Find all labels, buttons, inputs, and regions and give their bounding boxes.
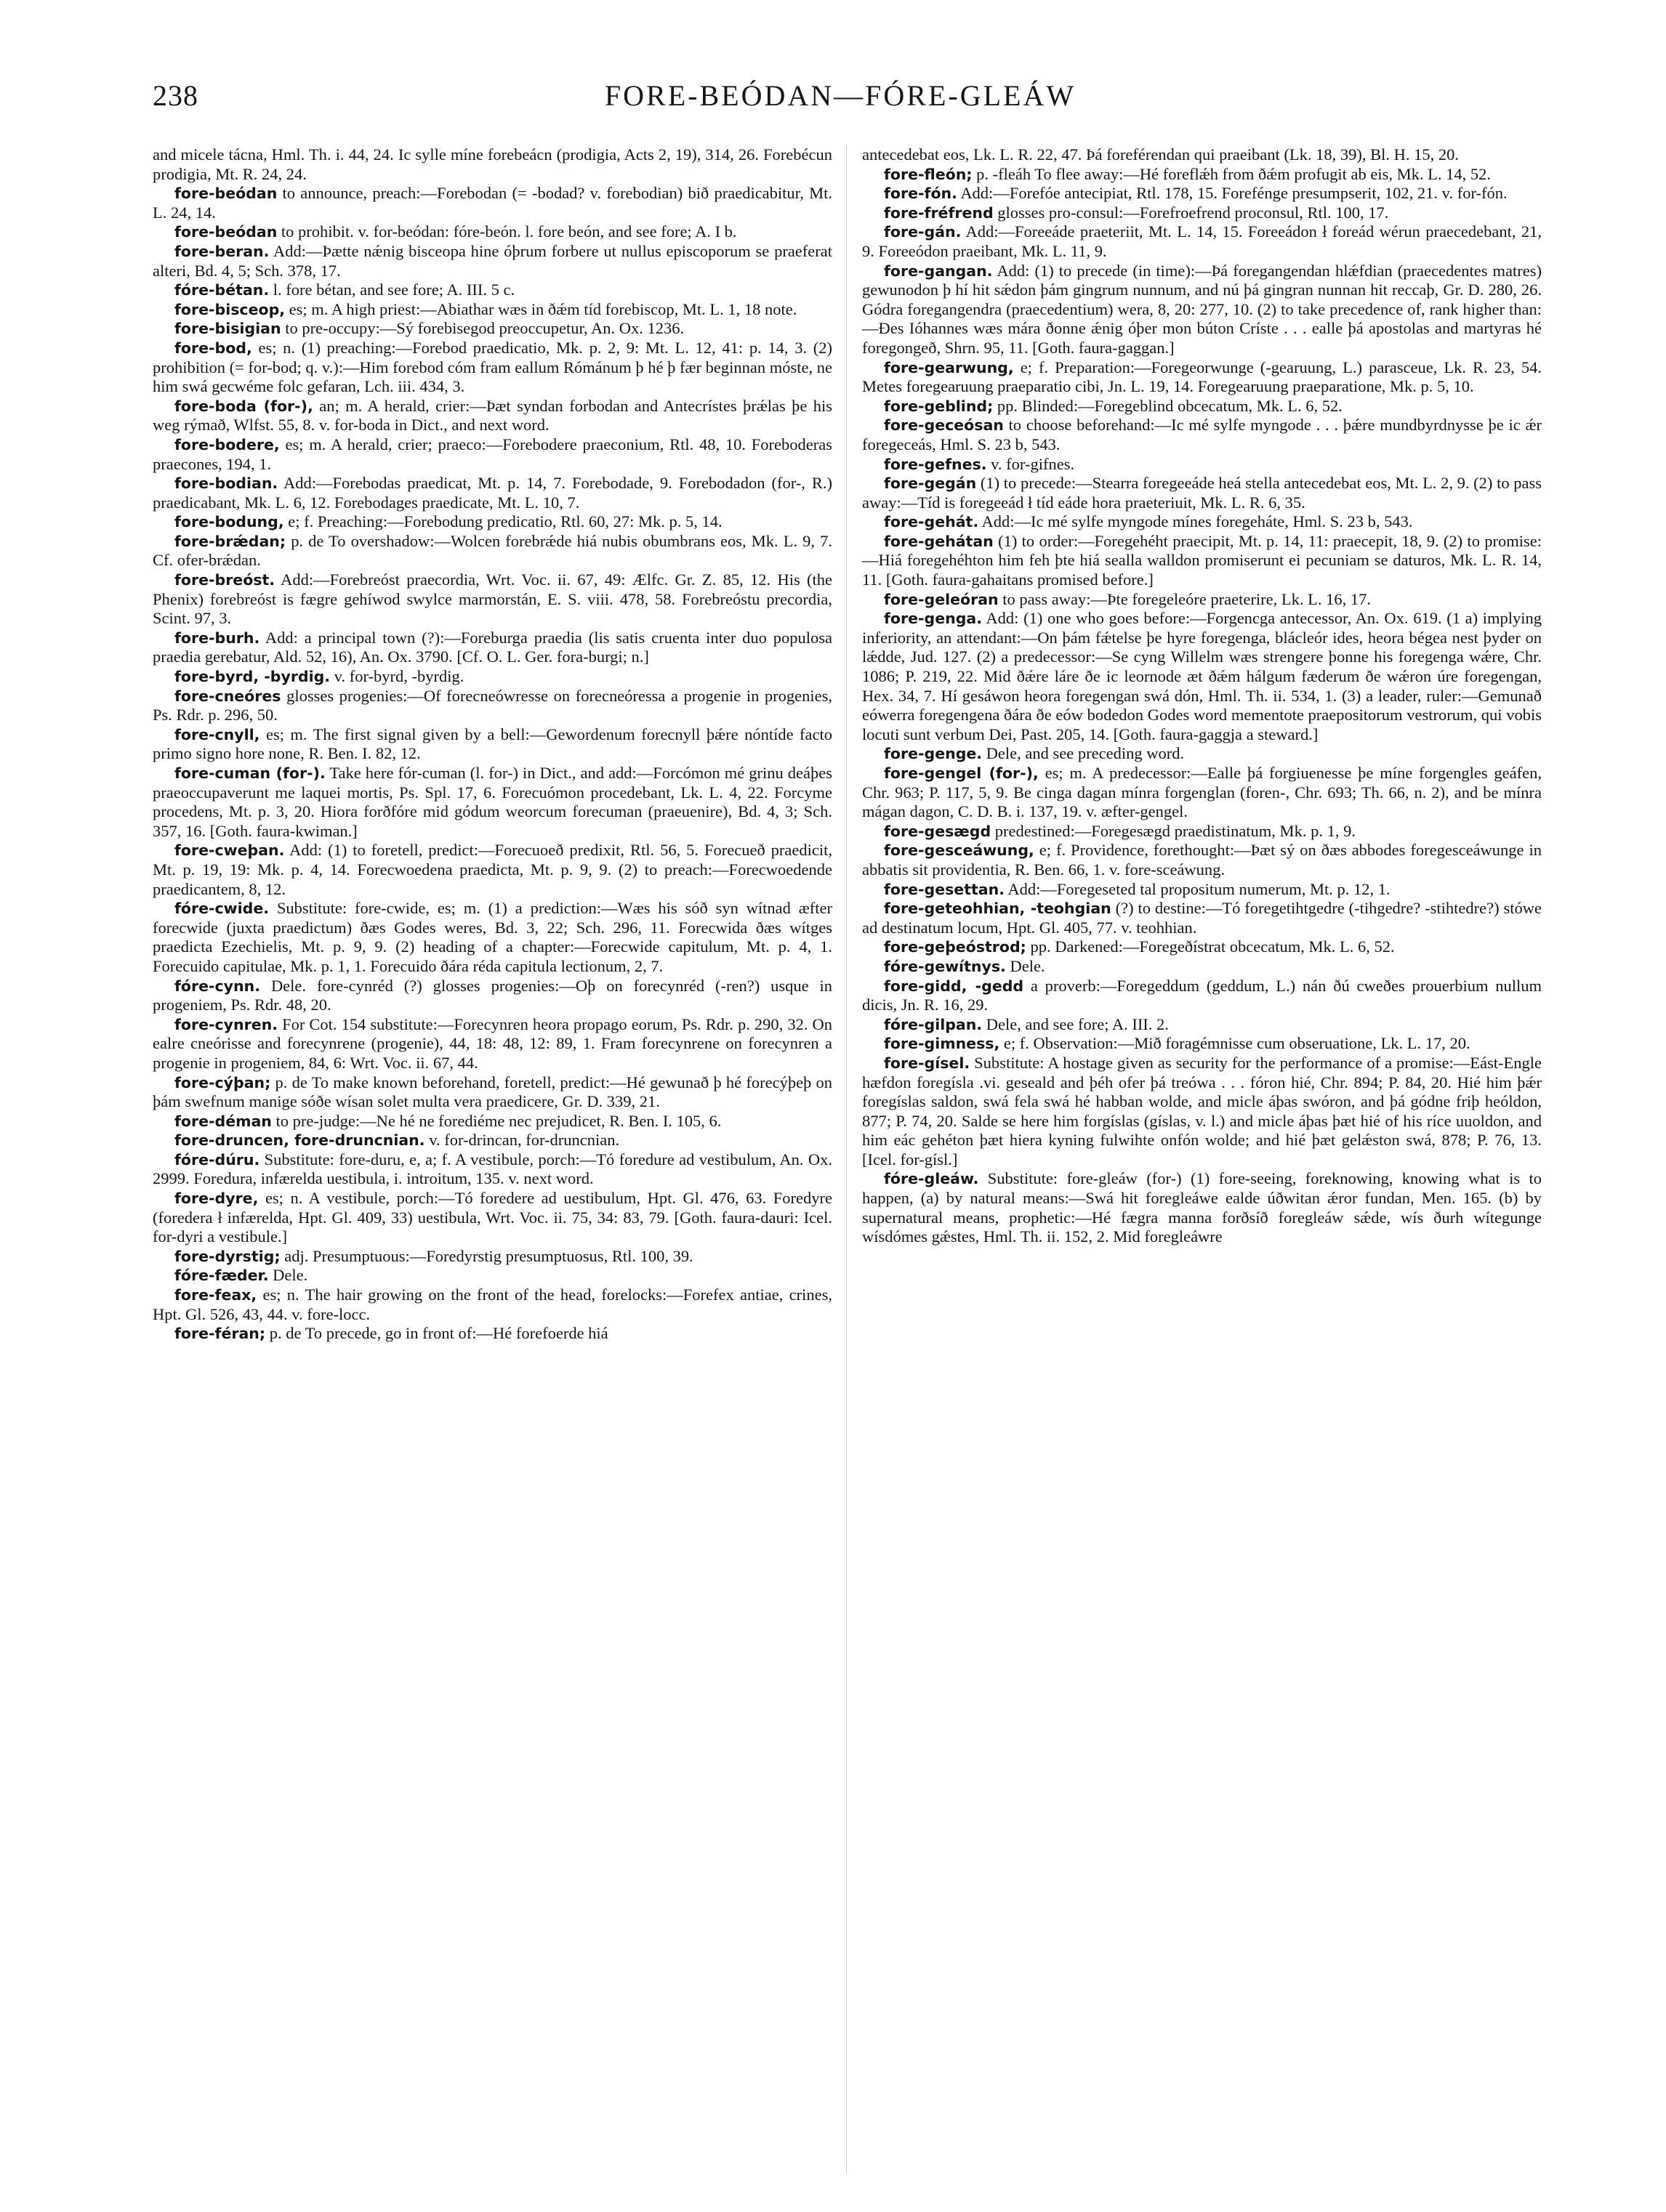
dictionary-entry bbox=[153, 435, 832, 474]
entry-text: p. -fleáh To flee away:—Hé foreflǽh from ðǽm profugit ab eis, Mk. L. 14, 52. bbox=[976, 164, 1491, 183]
left-column bbox=[153, 145, 832, 2180]
entry-headword: fore-gengel (for-), bbox=[884, 764, 1039, 782]
dictionary-entry bbox=[153, 280, 832, 300]
dictionary-entry bbox=[862, 957, 1542, 977]
dictionary-entry bbox=[153, 339, 832, 397]
dictionary-entry bbox=[153, 1150, 832, 1189]
dictionary-entry bbox=[862, 1054, 1542, 1170]
dictionary-entry bbox=[153, 977, 832, 1015]
dictionary-entry bbox=[862, 145, 1542, 165]
entry-text: Dele. bbox=[273, 1266, 308, 1285]
dictionary-entry bbox=[153, 1285, 832, 1324]
entry-text: Add: (1) one who goes before:—Forgencga antecessor, An. Ox. 619. (1 a) implying inferiority, an attendant:—On þám fǽtelse þe hyre foregenga, blácleór ides, heora bégea nest þyder on lǽdde, Jud. 127. (2) a predecessor:—Se cyng Willelm wæs strengere þonne his foregenga wǽre, Chr. 1086; P. 219, 22. Mid ðǽre láre ðe ic leornode æt ðǽm hálgum fæderum ðe wǽron úre foregengan, Hex. 34, 7. Hí gesáwon heora foregengan swá dón, Hml. Th. ii. 534, 1. (3) a leader, ruler:—Gemunað eówerra foregengena ðára ðe eów bodedon Godes word mementote praepositorum vestrorum, qui vobis locuti sunt verbum Dei, Past. 205, 14. [Goth. faura-gaggja a steward.] bbox=[862, 609, 1542, 743]
dictionary-entry bbox=[862, 455, 1542, 475]
dictionary-entry bbox=[153, 667, 832, 687]
entry-headword: fore-beran. bbox=[174, 242, 270, 260]
entry-headword: fore-gehátan bbox=[884, 532, 994, 550]
entry-headword: fore-déman bbox=[174, 1112, 272, 1130]
entry-text: es; m. A high priest:—Abiathar wæs in ðǽm tíd forebiscop, Mt. L. 1, 18 note. bbox=[289, 299, 797, 318]
dictionary-entry bbox=[862, 512, 1542, 532]
entry-headword: fore-gefnes. bbox=[884, 455, 987, 473]
entry-headword: fore-geþeóstrod; bbox=[884, 938, 1026, 956]
dictionary-entry bbox=[862, 822, 1542, 841]
column-divider bbox=[846, 145, 847, 2173]
dictionary-entry bbox=[153, 319, 832, 339]
entry-headword: fore-fleón; bbox=[884, 165, 973, 183]
dictionary-entry bbox=[862, 880, 1542, 900]
entry-headword: fore-geleóran bbox=[884, 590, 999, 608]
entry-headword: fore-geblind; bbox=[884, 397, 994, 415]
entry-headword: fóre-dúru. bbox=[174, 1150, 260, 1168]
dictionary-entry bbox=[153, 222, 832, 242]
entry-text: v. for-byrd, -byrdig. bbox=[334, 667, 464, 686]
dictionary-entry bbox=[153, 1015, 832, 1073]
entry-text: and micele tácna, Hml. Th. i. 44, 24. Ic sylle míne forebeácn (prodigia, Acts 2, 19), 314, 26. Forebécun prodigia, Mt. R. 24, 24. bbox=[153, 145, 832, 183]
entry-headword: fore-cneóres bbox=[174, 687, 281, 705]
dictionary-entry bbox=[153, 570, 832, 629]
entry-text: to announce, preach:—Forebodan (= -bodad? v. forebodian) bið praedicabitur, Mt. L. 24, 14. bbox=[153, 184, 832, 222]
dictionary-entry bbox=[153, 1324, 832, 1344]
dictionary-entry bbox=[862, 416, 1542, 454]
entry-text: an; m. A herald, crier:—Þæt syndan forbodan and Antecrístes þrǽlas þe his weg rýmað, Wlfst. 55, 8. v. for-boda in Dict., and next word. bbox=[153, 396, 832, 435]
dictionary-entry bbox=[153, 629, 832, 667]
entry-headword: fore-boda (for-), bbox=[174, 397, 313, 415]
entry-headword: fore-gidd, -gedd bbox=[884, 977, 1024, 995]
dictionary-entry bbox=[862, 222, 1542, 261]
entry-text: v. for-drincan, for-druncnian. bbox=[429, 1131, 620, 1150]
dictionary-entry bbox=[153, 184, 832, 222]
entry-headword: fore-druncen, fore-druncnian. bbox=[174, 1131, 425, 1150]
entry-headword: fore-cnyll, bbox=[174, 725, 260, 743]
entry-headword: fore-brǽdan; bbox=[174, 532, 286, 550]
entry-headword: fore-genge. bbox=[884, 745, 983, 763]
dictionary-entry bbox=[862, 841, 1542, 879]
entry-headword: fóre-gilpan. bbox=[884, 1015, 983, 1033]
dictionary-entry bbox=[153, 532, 832, 570]
dictionary-entry bbox=[862, 937, 1542, 957]
dictionary-entry bbox=[862, 474, 1542, 512]
dictionary-entry bbox=[153, 841, 832, 899]
entry-headword: fore-gangan. bbox=[884, 262, 993, 280]
entry-headword: fore-cweþan. bbox=[174, 841, 285, 860]
entry-text: p. de To overshadow:—Wolcen forebrǽde hiá nubis obumbrans eos, Mk. L. 9, 7. Cf. ofer-brǽdan. bbox=[153, 531, 832, 570]
entry-text: glosses pro-consul:—Forefroefrend proconsul, Rtl. 100, 17. bbox=[997, 203, 1389, 222]
entry-text: to pre-occupy:—Sý forebisegod preoccupetur, An. Ox. 1236. bbox=[285, 319, 685, 338]
entry-text: Add:—Forebreóst praecordia, Wrt. Voc. ii. 67, 49: Ælfc. Gr. Z. 85, 12. His (the Phenix) forebreóst is fægre gehíwod swylce marmorstán, E. S. viii. 478, 58. Forebreóstu precordia, Scint. 97, 3. bbox=[153, 570, 832, 628]
entry-text: Add:—Forebodas praedicat, Mt. p. 14, 7. Forebodade, 9. Forebodadon (for-, R.) praedicabant, Mk. L. 6, 12. Forebodages praedicate, Mt. L. 10, 7. bbox=[153, 474, 832, 512]
entry-headword: fore-bodian. bbox=[174, 475, 278, 493]
dictionary-entry bbox=[862, 977, 1542, 1015]
entry-text: v. for-gifnes. bbox=[991, 454, 1075, 473]
dictionary-entry bbox=[862, 203, 1542, 223]
entry-text: es; m. A predecessor:—Ealle þá forgiuenesse þe míne forgengles geáfen, Chr. 963; P. 117, 5, 9. Be cinga dagan mínra forgenglan (foren-, Chr. 693; Th. 66, n. 2), and be mínra mágan dagon, C. D. B. i. 137, 19. v. æfter-gengel. bbox=[862, 764, 1542, 821]
entry-headword: fore-féran; bbox=[174, 1325, 266, 1343]
entry-headword: fóre-cwide. bbox=[174, 900, 270, 918]
dictionary-entry bbox=[862, 184, 1542, 203]
entry-headword: fore-dyrstig; bbox=[174, 1247, 281, 1265]
entry-text: es; n. The hair growing on the front of the head, forelocks:—Forefex antiae, crines, Hpt. Gl. 526, 43, 44. v. fore-locc. bbox=[153, 1285, 832, 1323]
entry-text: antecedebat eos, Lk. L. R. 22, 47. Þá foreférendan qui praeibant (Lk. 18, 39), Bl. H. 15, 20. bbox=[862, 145, 1460, 164]
entry-text: e; f. Preparation:—Foregeorwunge (-gearuung, L.) parasceue, Lk. R. 23, 54. Metes foregearuung praeparatio cibi, Jn. L. 19, 14. Foregearuung praeparatione, Mk. p. 5, 10. bbox=[862, 358, 1542, 396]
dictionary-entry bbox=[153, 899, 832, 976]
entry-text: adj. Presumptuous:—Foredyrstig presumptuosus, Rtl. 100, 39. bbox=[284, 1246, 693, 1265]
entry-text: Add:—Foreeáde praeteriit, Mt. L. 14, 15. Foreeádon ł foreád wérun praecedebant, 21, 9. Foreeódon praeibant, Mk. L. 11, 9. bbox=[862, 222, 1542, 260]
entry-text: l. fore bétan, and see fore; A. III. 5 c. bbox=[273, 280, 515, 299]
entry-text: pp. Darkened:—Foregeðístrat obcecatum, Mk. L. 6, 52. bbox=[1030, 937, 1395, 956]
dictionary-entry bbox=[153, 145, 832, 184]
entry-text: Substitute: fore-cwide, es; m. (1) a prediction:—Wæs his sóð syn wítnad æfter forecwide (juxta praedictum) ðæs Godes weres, Bd. 3, 22; Sch. 296, 11. Forecwida ðæs wítges praedicta Ezechielis, Mt. p. 9, 9. (2) heading of a chapter:—Forecwide capitulum, Mt. p. 4, 1. Forecuido capitulae, Mk. p. 1, 1. Forecuido ðára réda capitula lectionum, 2, 7. bbox=[153, 899, 832, 975]
dictionary-entry bbox=[862, 532, 1542, 590]
running-title: FORE-BEÓDAN—FÓRE-GLEÁW bbox=[604, 79, 1077, 112]
entry-headword: fore-fón. bbox=[884, 185, 957, 203]
dictionary-entry bbox=[153, 1266, 832, 1285]
entry-text: es; n. (1) preaching:—Forebod praedicatio, Mk. p. 2, 9: Mt. L. 12, 41: p. 14, 3. (2) prohibition (= for-bod; q. v.):—Him forebod cóm fram eallum Rómánum þ hé þ fær beginnan móste, ne him swá gecwéme folc gefaran, Lch. iii. 434, 3. bbox=[153, 338, 832, 396]
entry-headword: fóre-gewítnys. bbox=[884, 957, 1006, 975]
dictionary-entry bbox=[153, 397, 832, 435]
dictionary-entry bbox=[862, 1015, 1542, 1035]
entry-text: (?) to destine:—Tó foregetihtgedre (-tihgedre? -stihtedre?) stówe ad destinatum locum, Hpt. Gl. 405, 77. v. teohhian. bbox=[862, 899, 1542, 937]
dictionary-entry bbox=[153, 512, 832, 532]
page-number: 238 bbox=[153, 79, 198, 112]
entry-text: Add:—Foregeseted tal propositum numerum, Mt. p. 12, 1. bbox=[1007, 879, 1391, 898]
entry-text: Substitute: A hostage given as security for the performance of a promise:—Eást-Engle hæfdon foregísla .vi. geseald and þéh ofer þá treówa . . . fóron hié, Chr. 894; P. 84, 20. Hié him þǽr foregíslas saldon, swá fela swá hé habban wolde, and micle áþas swóron, and þá gódne friþ heóldon, 877; P. 74, 20. Salde se here him forgíslas (gíslas, v. l.) and micle áþas þæt hié of his ríce uuoldon, and him eác gehéton þæt hiera kyning fulwihte onfón wolde; and hié þæt gelǽston swá, 878; P. 76, 13. [Icel. for-gísl.] bbox=[862, 1053, 1542, 1168]
entry-headword: fore-bod, bbox=[174, 339, 252, 357]
entry-headword: fore-byrd, -byrdig. bbox=[174, 668, 331, 686]
entry-headword: fore-gesægd bbox=[884, 822, 991, 840]
entry-headword: fore-beódan bbox=[174, 185, 278, 203]
entry-text: to prohibit. v. for-beódan: fóre-beón. l. fore beón, and see fore; A. I b. bbox=[281, 222, 737, 241]
dictionary-entry bbox=[862, 1169, 1542, 1246]
entry-headword: fore-beódan bbox=[174, 223, 278, 241]
dictionary-entry bbox=[153, 1112, 832, 1131]
entry-text: e; f. Providence, forethought:—Þæt sý on ðæs abbodes foregesceáwunge in abbatis sit providentia, R. Ben. 66, 1. v. fore-sceáwung. bbox=[862, 841, 1542, 879]
dictionary-entry bbox=[153, 1131, 832, 1150]
dictionary-entry bbox=[153, 300, 832, 320]
dictionary-entry bbox=[862, 1034, 1542, 1054]
entry-headword: fore-gimness, bbox=[884, 1035, 1000, 1053]
entry-headword: fóre-fæder. bbox=[174, 1267, 269, 1285]
entry-headword: fore-dyre, bbox=[174, 1190, 259, 1208]
entry-headword: fore-breóst. bbox=[174, 571, 275, 589]
entry-headword: fore-burh. bbox=[174, 629, 260, 647]
right-column bbox=[862, 145, 1542, 2180]
entry-text: glosses progenies:—Of forecneówresse on forecneóressa a progenie in progenies, Ps. Rdr. p. 296, 50. bbox=[153, 686, 832, 724]
entry-text: pp. Blinded:—Foregeblind obcecatum, Mk. L. 6, 52. bbox=[997, 396, 1343, 415]
entry-headword: fore-cuman (for-). bbox=[174, 764, 326, 782]
dictionary-entry bbox=[862, 590, 1542, 610]
entry-headword: fore-gesettan. bbox=[884, 880, 1005, 898]
entry-headword: fóre-gleáw. bbox=[884, 1170, 979, 1188]
entry-headword: fore-feax, bbox=[174, 1286, 257, 1304]
entry-headword: fore-bodere, bbox=[174, 435, 280, 453]
entry-text: (1) to precede:—Stearra foregeeáde heá stella antecedebat eos, Mt. L. 2, 9. (2) to pass away:—Tíd is foregeeád ł tíd eáde hora praeteriuit, Mk. L. R. 6, 35. bbox=[862, 474, 1542, 512]
entry-text: p. de To precede, go in front of:—Hé forefoerde hiá bbox=[269, 1324, 608, 1343]
dictionary-entry bbox=[862, 358, 1542, 397]
entry-text: Substitute: fore-gleáw (for-) (1) fore-seeing, foreknowing, knowing what is to happen, (a) by natural means:—Swá hit foregleáwe ealde úðwitan ǽror fundan, Men. 165. (b) by supernatural means, prophetic:—Hé fægra manna forðsíð foregleáw sǽde, wís ðurh wítegunge wísdómes gǽstes, Hml. Th. ii. 152, 2. Mid foregleáwre bbox=[862, 1169, 1542, 1246]
dictionary-entry bbox=[862, 165, 1542, 185]
entry-text: to pre-judge:—Ne hé ne forediéme nec prejudicet, R. Ben. I. 105, 6. bbox=[275, 1111, 722, 1130]
entry-text: Add: a principal town (?):—Foreburga praedia (lis satis cruenta inter duo populosa praedia gerebatur, Ald. 52, 16), An. Ox. 3790. [Cf. O. L. Ger. fora-burgi; n.] bbox=[153, 628, 832, 666]
entry-text: (1) to order:—Foregehéht praecipit, Mt. p. 14, 11: praecepit, 18, 9. (2) to promise:—Hiá foregehéhton him feh þte hiá sealla walldon promiserunt ei pecuniam se daturos, Mk. L. R. 14, 11. [Goth. faura-gahaitans promised before.] bbox=[862, 531, 1542, 589]
entry-headword: fore-geteohhian, -teohgian bbox=[884, 900, 1111, 918]
dictionary-entry bbox=[153, 725, 832, 764]
dictionary-entry bbox=[862, 609, 1542, 744]
entry-headword: fóre-cynn. bbox=[174, 977, 261, 995]
entry-text: p. de To make known beforehand, foretell, predict:—Hé gewunað þ hé forecýþeþ on þám swefnum manige sóðe wísan solet multa vera praedicere, Gr. D. 339, 21. bbox=[153, 1073, 832, 1111]
entry-text: es; m. The first signal given by a bell:—Gewordenum forecnyll þǽre nóntíde facto primo signo hore none, R. Ben. I. 82, 12. bbox=[153, 724, 832, 763]
entry-headword: fore-genga. bbox=[884, 610, 982, 628]
entry-text: For Cot. 154 substitute:—Forecynren heora propago eorum, Ps. Rdr. p. 290, 32. On ealre cneórisse and forecynrene (progenie), 44, 18: 48, 12: 89, 1. Fram forecynrene on forecynren a progenie in progeniem, 84, 6: Wrt. Voc. ii. 67, 44. bbox=[153, 1014, 832, 1072]
entry-headword: fore-gísel. bbox=[884, 1054, 970, 1072]
entry-text: Add:—Forefóe antecipiat, Rtl. 178, 15. Forefénge presumpserit, 102, 21. v. for-fón. bbox=[960, 184, 1508, 203]
dictionary-entry bbox=[153, 474, 832, 512]
entry-headword: fore-gehát. bbox=[884, 513, 979, 531]
entry-text: e; f. Preaching:—Forebodung predicatio, Rtl. 60, 27: Mk. p. 5, 14. bbox=[288, 512, 723, 531]
entry-text: Add: (1) to precede (in time):—Þá foregangendan hlǽfdian (praecedentes matres) gewunodon þ hí hit sǽdon þám gingrum nunnum, and nú þá gingran nunnan hit reccaþ, Gr. D. 280, 26. Gódra foregangendra (praecedentium) wera, 8, 20: 277, 10. (2) to take precedence of, rank higher than:—Ðes Ióhannes wæs mára ðonne ǽnig óþer mon búton Críste . . . ealle þá apostolas and martyras hé foregongeð, Shrn. 95, 11. [Goth. faura-gaggan.] bbox=[862, 261, 1542, 357]
entry-text: Add: (1) to foretell, predict:—Forecuoeð predixit, Rtl. 56, 5. Forecueð praedicit, Mt. p. 19, 19: Mk. p. 4, 14. Forecwoedena praedicta, Mt. p. 9, 9. (2) to preach:—Forecwoedende praedicantem, 8, 12. bbox=[153, 841, 832, 898]
dictionary-entry bbox=[153, 1247, 832, 1267]
entry-text: Dele, and see fore; A. III. 2. bbox=[986, 1014, 1169, 1033]
entry-text: Substitute: fore-duru, e, a; f. A vestibule, porch:—Tó foredure ad vestibulum, An. Ox. 2999. Foredura, infærelda uestibula, i. introitum, 135. v. next word. bbox=[153, 1150, 832, 1188]
dictionary-entry bbox=[153, 764, 832, 841]
entry-text: Take here fór-cuman (l. for-) in Dict., and add:—Forcómon mé grinu deáþes praeoccupaverunt me laquei mortis, Ps. Spl. 17, 6. Forecuómon procedebant, Lk. L. 4, 22. Forcyme procedens, Mt. p. 3, 20. Hiora forðfóre mid gódum weorcum forecuman (praeuenire), Bd. 4, 3; Sch. 357, 16. [Goth. faura-kwiman.] bbox=[153, 764, 832, 840]
entry-headword: fore-bisigian bbox=[174, 320, 281, 338]
entry-headword: fore-cýþan; bbox=[174, 1073, 271, 1091]
dictionary-entry bbox=[153, 242, 832, 280]
entry-text: to pass away:—Þte foregeleóre praeterire, Lk. L. 16, 17. bbox=[1002, 589, 1371, 608]
entry-headword: fore-gegán bbox=[884, 475, 977, 493]
dictionary-entry bbox=[153, 687, 832, 725]
entry-headword: fore-fréfrend bbox=[884, 203, 994, 222]
entry-text: es; m. A herald, crier; praeco:—Forebodere praeconium, Rtl. 48, 10. Foreboderas praecones, 194, 1. bbox=[153, 435, 832, 473]
entry-headword: fóre-bétan. bbox=[174, 281, 270, 299]
entry-text: predestined:—Foregesægd praedistinatum, Mk. p. 1, 9. bbox=[994, 821, 1356, 840]
entry-text: Dele. bbox=[1010, 956, 1045, 975]
page-header bbox=[153, 78, 1528, 122]
dictionary-entry bbox=[153, 1073, 832, 1112]
dictionary-entry bbox=[862, 744, 1542, 764]
dictionary-entry bbox=[153, 1189, 832, 1247]
entry-headword: fore-gesceáwung, bbox=[884, 841, 1034, 860]
entry-text: Dele. fore-cynréd (?) glosses progenies:—Oþ on forecynréd (-ren?) usque in progeniem, Ps. Rdr. 48, 20. bbox=[153, 976, 832, 1014]
dictionary-entry bbox=[862, 764, 1542, 822]
entry-headword: fore-bodung, bbox=[174, 513, 284, 531]
entry-text: Add:—Þætte nǽnig bisceopa hine óþrum forbere ut nullus episcoporum se praeferat alteri, Bd. 4, 5; Sch. 378, 17. bbox=[153, 241, 832, 280]
dictionary-entry bbox=[862, 262, 1542, 358]
entry-headword: fore-cynren. bbox=[174, 1015, 278, 1033]
entry-text: Add:—Ic mé sylfe myngode mínes foregeháte, Hml. S. 23 b, 543. bbox=[981, 512, 1413, 531]
entry-text: Dele, and see preceding word. bbox=[986, 744, 1185, 763]
entry-text: a proverb:—Foregeddum (geddum, L.) nán ðú cweðes prouerbium nullum dicis, Jn. R. 16, 29. bbox=[862, 976, 1542, 1014]
entry-text: to choose beforehand:—Ic mé sylfe myngode . . . þǽre mundbyrdnysse þe ic ǽr foregeceás, Hml. S. 23 b, 543. bbox=[862, 416, 1542, 453]
entry-text: es; n. A vestibule, porch:—Tó foredere ad uestibulum, Hpt. Gl. 476, 63. Foredyre (foredera ł infærelda, Hpt. Gl. 409, 33) uestibula, Wrt. Voc. ii. 75, 34: 83, 79. [Goth. faura-dauri: Icel. for-dyri a vestibule.] bbox=[153, 1189, 832, 1246]
entry-headword: fore-bisceop, bbox=[174, 300, 286, 318]
entry-headword: fore-gearwung, bbox=[884, 358, 1014, 376]
entry-headword: fore-geceósan bbox=[884, 416, 1004, 435]
dictionary-entry bbox=[862, 397, 1542, 416]
dictionary-entry bbox=[862, 899, 1542, 937]
entry-headword: fore-gán. bbox=[884, 223, 962, 241]
entry-text: e; f. Observation:—Mið foragémnisse cum obseruatione, Lk. L. 17, 20. bbox=[1003, 1034, 1470, 1053]
